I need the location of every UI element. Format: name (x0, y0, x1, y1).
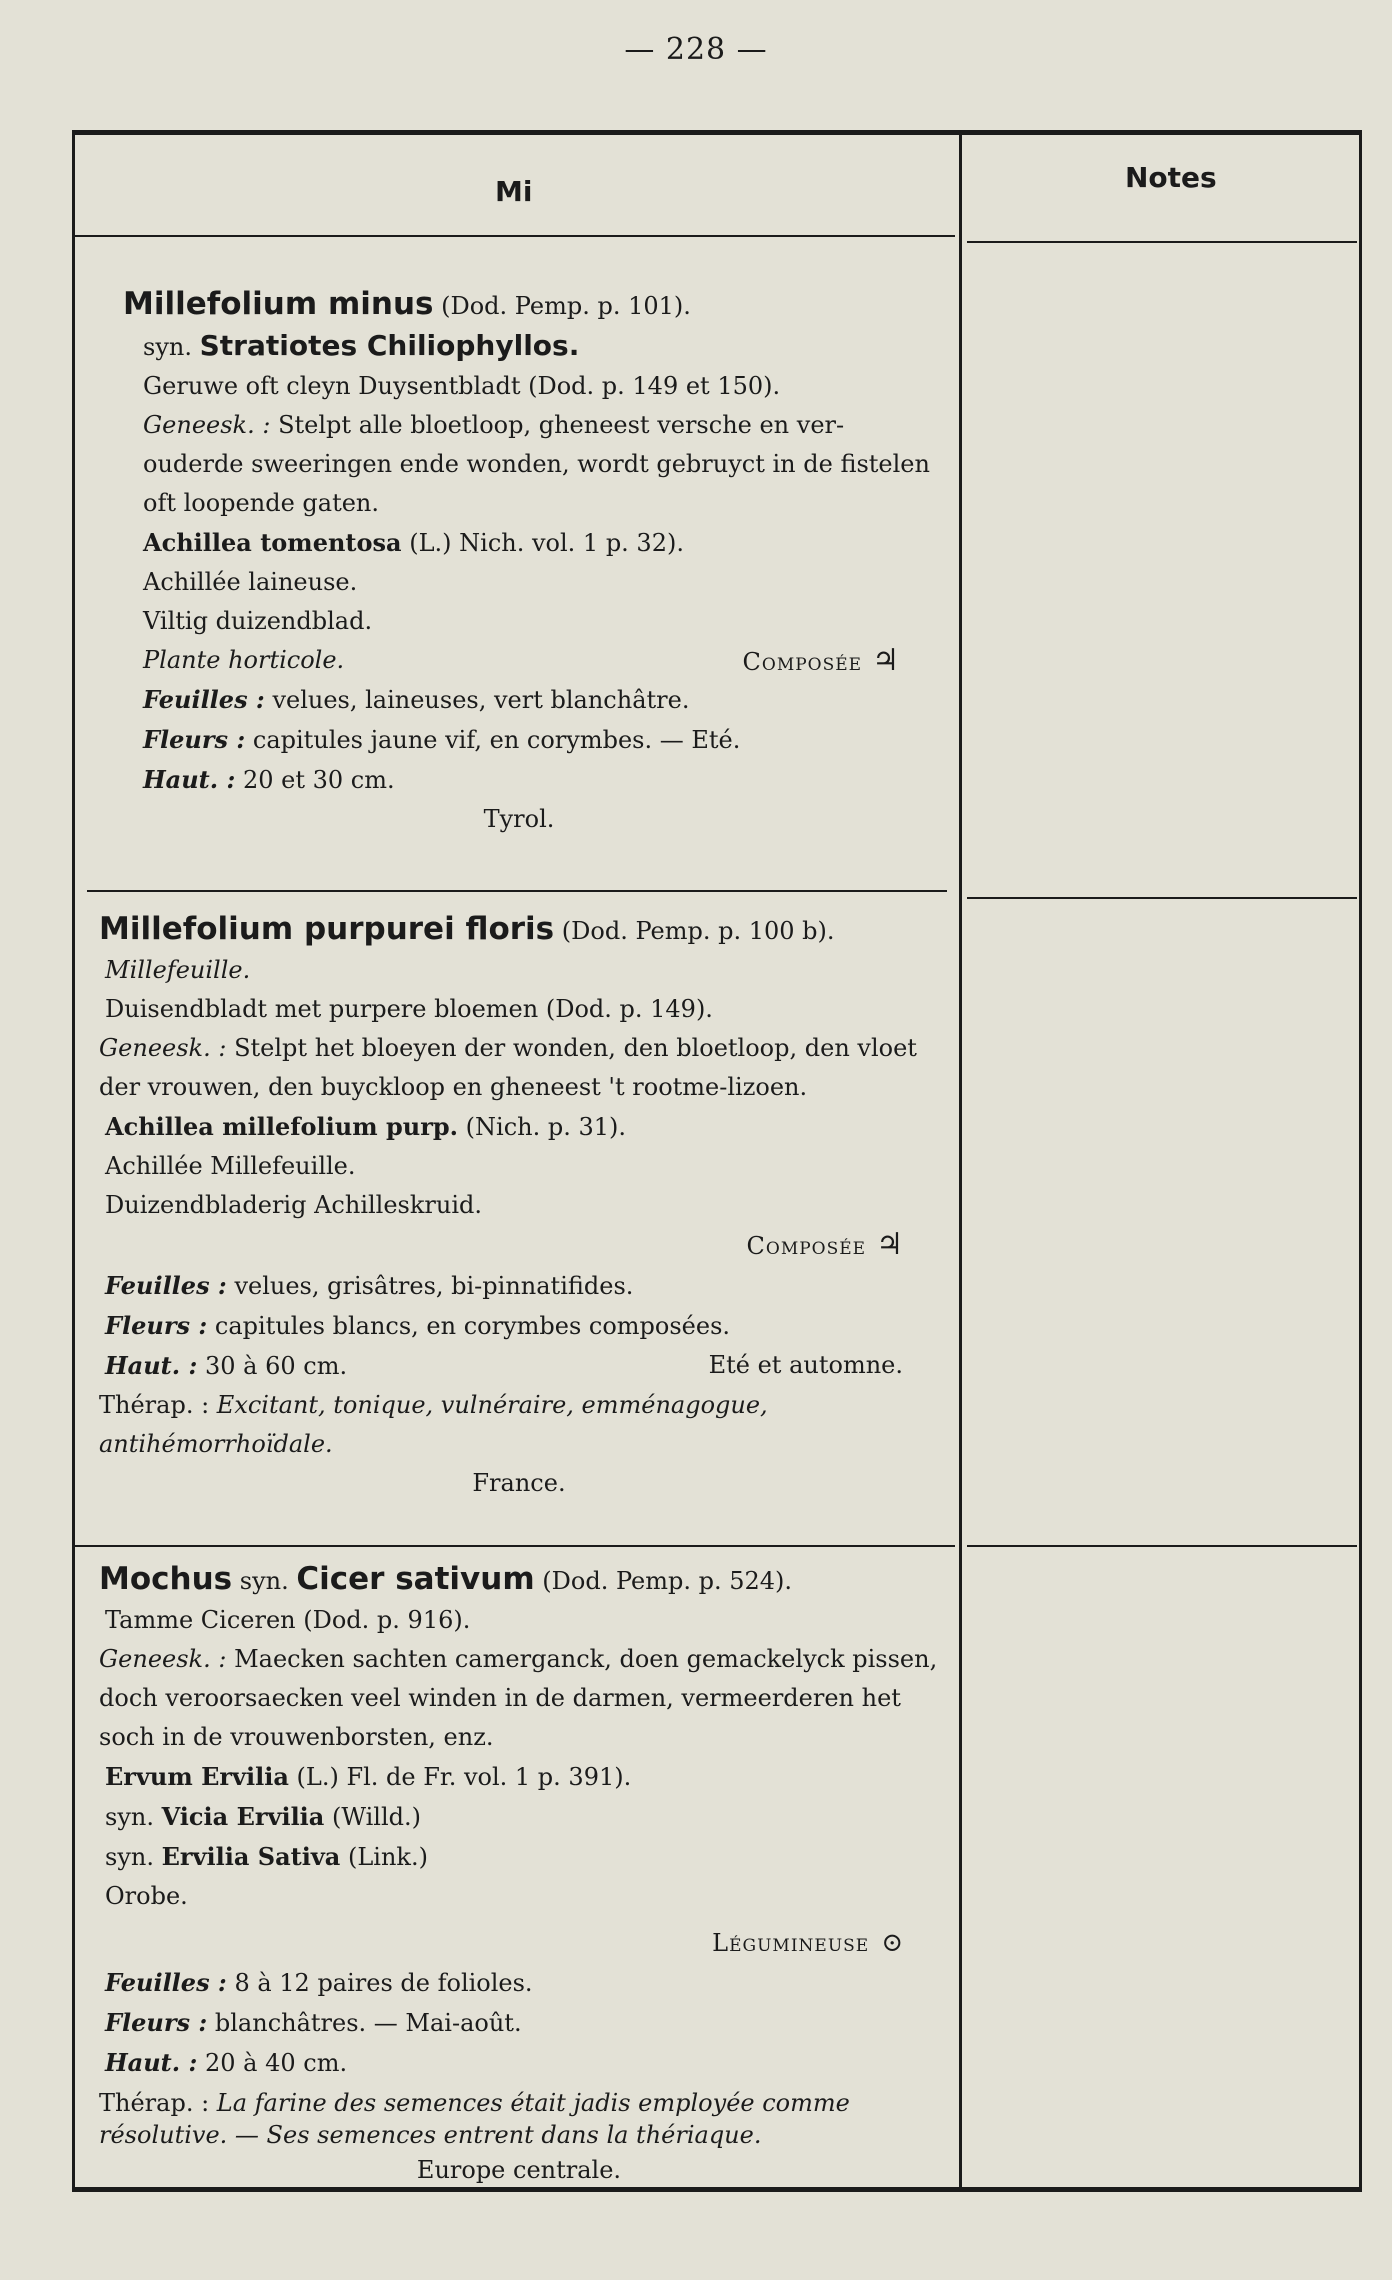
entry-millefolium-purpurei (99, 910, 939, 1503)
syn2-name: Ervilia Sativa (161, 1842, 341, 1871)
feuilles-label: Feuilles : (143, 685, 265, 714)
entry-divider-2 (75, 1545, 955, 1547)
family-name: Légumineuse (712, 1929, 870, 1957)
fleurs-text: capitules blancs, en corymbes composées. (214, 1312, 731, 1340)
fleurs-label: Fleurs : (105, 2008, 208, 2037)
entry-reference: (Dod. Pemp. p. 524). (542, 1567, 793, 1595)
entry-title: Millefolium purpurei floris (99, 911, 555, 947)
header-rule-left (75, 235, 955, 237)
perennial-icon: ♃ (876, 1227, 903, 1262)
fleurs-label: Fleurs : (105, 1311, 208, 1340)
fleurs-text: blanchâtres. — Mai-août. (214, 2009, 522, 2037)
therap-text: Excitant, tonique, vulnéraire, emménagogue, antihémorrhoïdale. (99, 1391, 768, 1458)
modern-reference: (L.) Fl. de Fr. vol. 1 p. 391). (296, 1763, 632, 1791)
family-name: Composée (746, 1232, 867, 1260)
notes-divider-2 (967, 1545, 1357, 1547)
haut-label: Haut. : (105, 2048, 198, 2077)
entry-reference: (Dod. Pemp. p. 101). (441, 292, 691, 320)
syn1-reference: (Willd.) (332, 1803, 421, 1831)
column-divider (959, 135, 962, 2187)
syn-prefix: syn. (239, 1567, 289, 1595)
column-header-notes: Notes (1125, 161, 1217, 194)
haut-text: 30 à 60 cm. (204, 1352, 348, 1380)
therap-label: Thérap. : (99, 2089, 210, 2117)
entry-mochus (99, 1560, 939, 2190)
modern-name: Achillea millefolium purp. (105, 1112, 459, 1141)
dutch-modern-name: Viltig duizendblad. (143, 607, 373, 635)
entry-reference: (Dod. Pemp. p. 100 b). (561, 917, 835, 945)
main-table (72, 130, 1362, 2192)
geneesk-label: Geneesk. : (143, 411, 271, 439)
modern-name: Ervum Ervilia (105, 1762, 289, 1791)
geneesk-text: Stelpt alle bloetloop, gheneest versche en ver-ouderde sweeringen ende wonden, wordt gebruyct in de fistelen oft loopende gaten. (143, 411, 930, 517)
common-name: Millefeuille. (105, 956, 251, 984)
therap-label: Thérap. : (99, 1391, 210, 1419)
season: Eté et automne. (708, 1351, 903, 1379)
origin: Tyrol. (483, 805, 555, 833)
modern-reference: (L.) Nich. vol. 1 p. 32). (409, 529, 684, 557)
entry-title: Millefolium minus (123, 286, 434, 322)
dutch-modern-name: Duizendbladerig Achilleskruid. (105, 1191, 483, 1219)
geneesk-label: Geneesk. : (99, 1034, 227, 1062)
feuilles-label: Feuilles : (105, 1968, 227, 1997)
syn2-reference: (Link.) (347, 1843, 428, 1871)
modern-name: Achillea tomentosa (143, 528, 402, 557)
geneesk-text: Stelpt het bloeyen der wonden, den bloetloop, den vloet der vrouwen, den buyckloop en gheneest 't rootme-lizoen. (99, 1034, 917, 1101)
feuilles-text: velues, grisâtres, bi-pinnatifides. (234, 1272, 634, 1300)
notes-divider-1 (967, 897, 1357, 899)
annual-icon: ⊙ (881, 1928, 903, 1958)
french-name: Achillée Millefeuille. (105, 1152, 356, 1180)
synonym-name: Stratiotes Chiliophyllos. (199, 329, 580, 362)
column-header-mi: Mi (495, 175, 533, 208)
feuilles-label: Feuilles : (105, 1271, 227, 1300)
fleurs-label: Fleurs : (143, 725, 246, 754)
feuilles-text: velues, laineuses, vert blanchâtre. (272, 686, 690, 714)
syn-prefix: syn. (143, 333, 192, 361)
geneesk-label: Geneesk. : (99, 1645, 227, 1673)
haut-text: 20 à 40 cm. (204, 2049, 348, 2077)
fleurs-text: capitules jaune vif, en corymbes. — Eté. (252, 726, 741, 754)
syn1-prefix: syn. (105, 1803, 154, 1831)
entry-millefolium-minus (99, 285, 939, 839)
origin: France. (472, 1469, 566, 1497)
haut-label: Haut. : (105, 1351, 198, 1380)
entry-divider-1 (87, 890, 947, 892)
plant-type: Plante horticole. (143, 646, 345, 674)
modern-reference: (Nich. p. 31). (465, 1113, 627, 1141)
entry-title: Mochus (99, 1561, 233, 1597)
perennial-icon: ♃ (872, 643, 899, 678)
syn2-prefix: syn. (105, 1843, 154, 1871)
french-name: Achillée laineuse. (143, 568, 358, 596)
geneesk-text: Maecken sachten camerganck, doen gemackelyck pissen, doch veroorsaecken veel winden in de darmen, vermeerderen het soch in de vrouwenborsten, enz. (99, 1645, 938, 1751)
dutch-name: Tamme Ciceren (Dod. p. 916). (105, 1606, 471, 1634)
page-number: — 228 — (624, 32, 768, 67)
syn1-name: Vicia Ervilia (161, 1802, 325, 1831)
synonym-name: Cicer sativum (296, 1561, 535, 1597)
therap-text: La farine des semences était jadis employée comme résolutive. — Ses semences entrent dans la thériaque. (99, 2089, 850, 2149)
family-name: Composée (742, 648, 863, 676)
dutch-name: Duisendbladt met purpere bloemen (Dod. p. 149). (105, 995, 713, 1023)
header-rule-right (967, 241, 1357, 243)
feuilles-text: 8 à 12 paires de folioles. (234, 1969, 533, 1997)
haut-label: Haut. : (143, 765, 236, 794)
haut-text: 20 et 30 cm. (242, 766, 395, 794)
french-name: Orobe. (105, 1882, 188, 1910)
dutch-name: Geruwe oft cleyn Duysentbladt (Dod. p. 149 et 150). (143, 372, 781, 400)
origin: Europe centrale. (416, 2156, 622, 2184)
